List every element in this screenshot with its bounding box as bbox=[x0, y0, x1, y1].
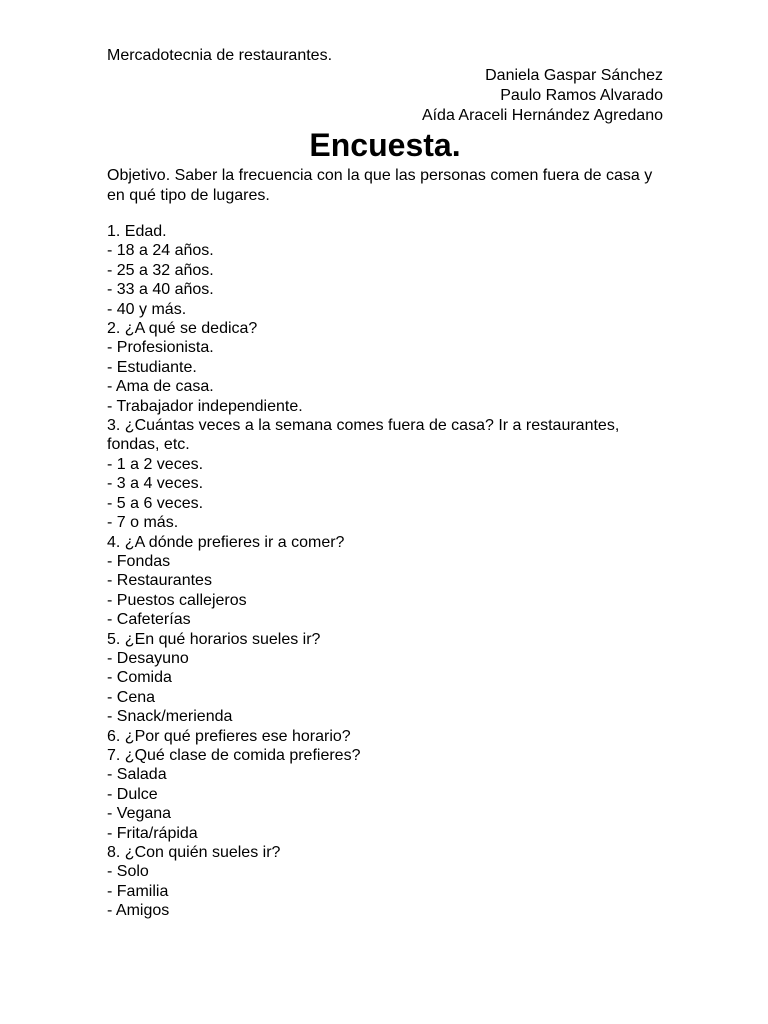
author-list bbox=[107, 66, 663, 126]
answer-option: - Restaurantes bbox=[107, 572, 212, 590]
author-name: Daniela Gaspar Sánchez bbox=[485, 67, 663, 84]
question: 4. ¿A dónde prefieres ir a comer? bbox=[107, 533, 345, 551]
answer-option: - 3 a 4 veces. bbox=[107, 475, 204, 493]
question: 2. ¿A qué se dedica? bbox=[107, 320, 258, 338]
author-name: Paulo Ramos Alvarado bbox=[500, 87, 663, 104]
answer-option: - Amigos bbox=[107, 902, 170, 920]
answer-option: - Fondas bbox=[107, 552, 171, 570]
answer-option: - Ama de casa. bbox=[107, 378, 214, 396]
answer-option: - 1 a 2 veces. bbox=[107, 455, 204, 473]
question: 8. ¿Con quién sueles ir? bbox=[107, 844, 281, 861]
answer-option: - Solo bbox=[107, 863, 149, 881]
question: 5. ¿En qué horarios sueles ir? bbox=[107, 630, 321, 648]
question: 6. ¿Por qué prefieres ese horario? bbox=[107, 727, 351, 745]
survey-list bbox=[107, 222, 663, 921]
question: 3. ¿Cuántas veces a la semana comes fuera de casa? Ir a restaurantes, fondas, etc. bbox=[107, 417, 620, 454]
answer-option: - Trabajador independiente. bbox=[107, 397, 303, 415]
answer-option: - 7 o más. bbox=[107, 514, 179, 532]
document-body bbox=[107, 46, 663, 921]
answer-option: - Comida bbox=[107, 669, 172, 687]
page-title: Encuesta. bbox=[309, 127, 461, 163]
answer-option: - Cafeterías bbox=[107, 611, 191, 629]
answer-option: - 25 a 32 años. bbox=[107, 261, 214, 279]
answer-option: - 33 a 40 años. bbox=[107, 281, 214, 299]
objective-text: Objetivo. Saber la frecuencia con la que las personas comen fuera de casa y en qué tipo de lugares. bbox=[107, 167, 653, 204]
answer-option: - Snack/merienda bbox=[107, 708, 233, 726]
answer-option: - 5 a 6 veces. bbox=[107, 494, 204, 512]
answer-option: - Frita/rápida bbox=[107, 824, 198, 842]
answer-option: - 40 y más. bbox=[107, 300, 187, 318]
answer-option: - Dulce bbox=[107, 785, 158, 803]
question: 1. Edad. bbox=[107, 223, 167, 240]
paragraph-spacer bbox=[107, 206, 663, 222]
question: 7. ¿Qué clase de comida prefieres? bbox=[107, 746, 361, 764]
answer-option: - 18 a 24 años. bbox=[107, 242, 214, 260]
answer-option: - Cena bbox=[107, 688, 156, 706]
answer-option: - Salada bbox=[107, 766, 167, 784]
answer-option: - Vegana bbox=[107, 805, 172, 823]
course-title: Mercadotecnia de restaurantes. bbox=[107, 47, 333, 64]
answer-option: - Familia bbox=[107, 882, 169, 900]
answer-option: - Puestos callejeros bbox=[107, 591, 247, 609]
answer-option: - Estudiante. bbox=[107, 358, 197, 376]
answer-option: - Profesionista. bbox=[107, 339, 214, 357]
author-name: Aída Araceli Hernández Agredano bbox=[421, 107, 663, 124]
answer-option: - Desayuno bbox=[107, 649, 189, 667]
